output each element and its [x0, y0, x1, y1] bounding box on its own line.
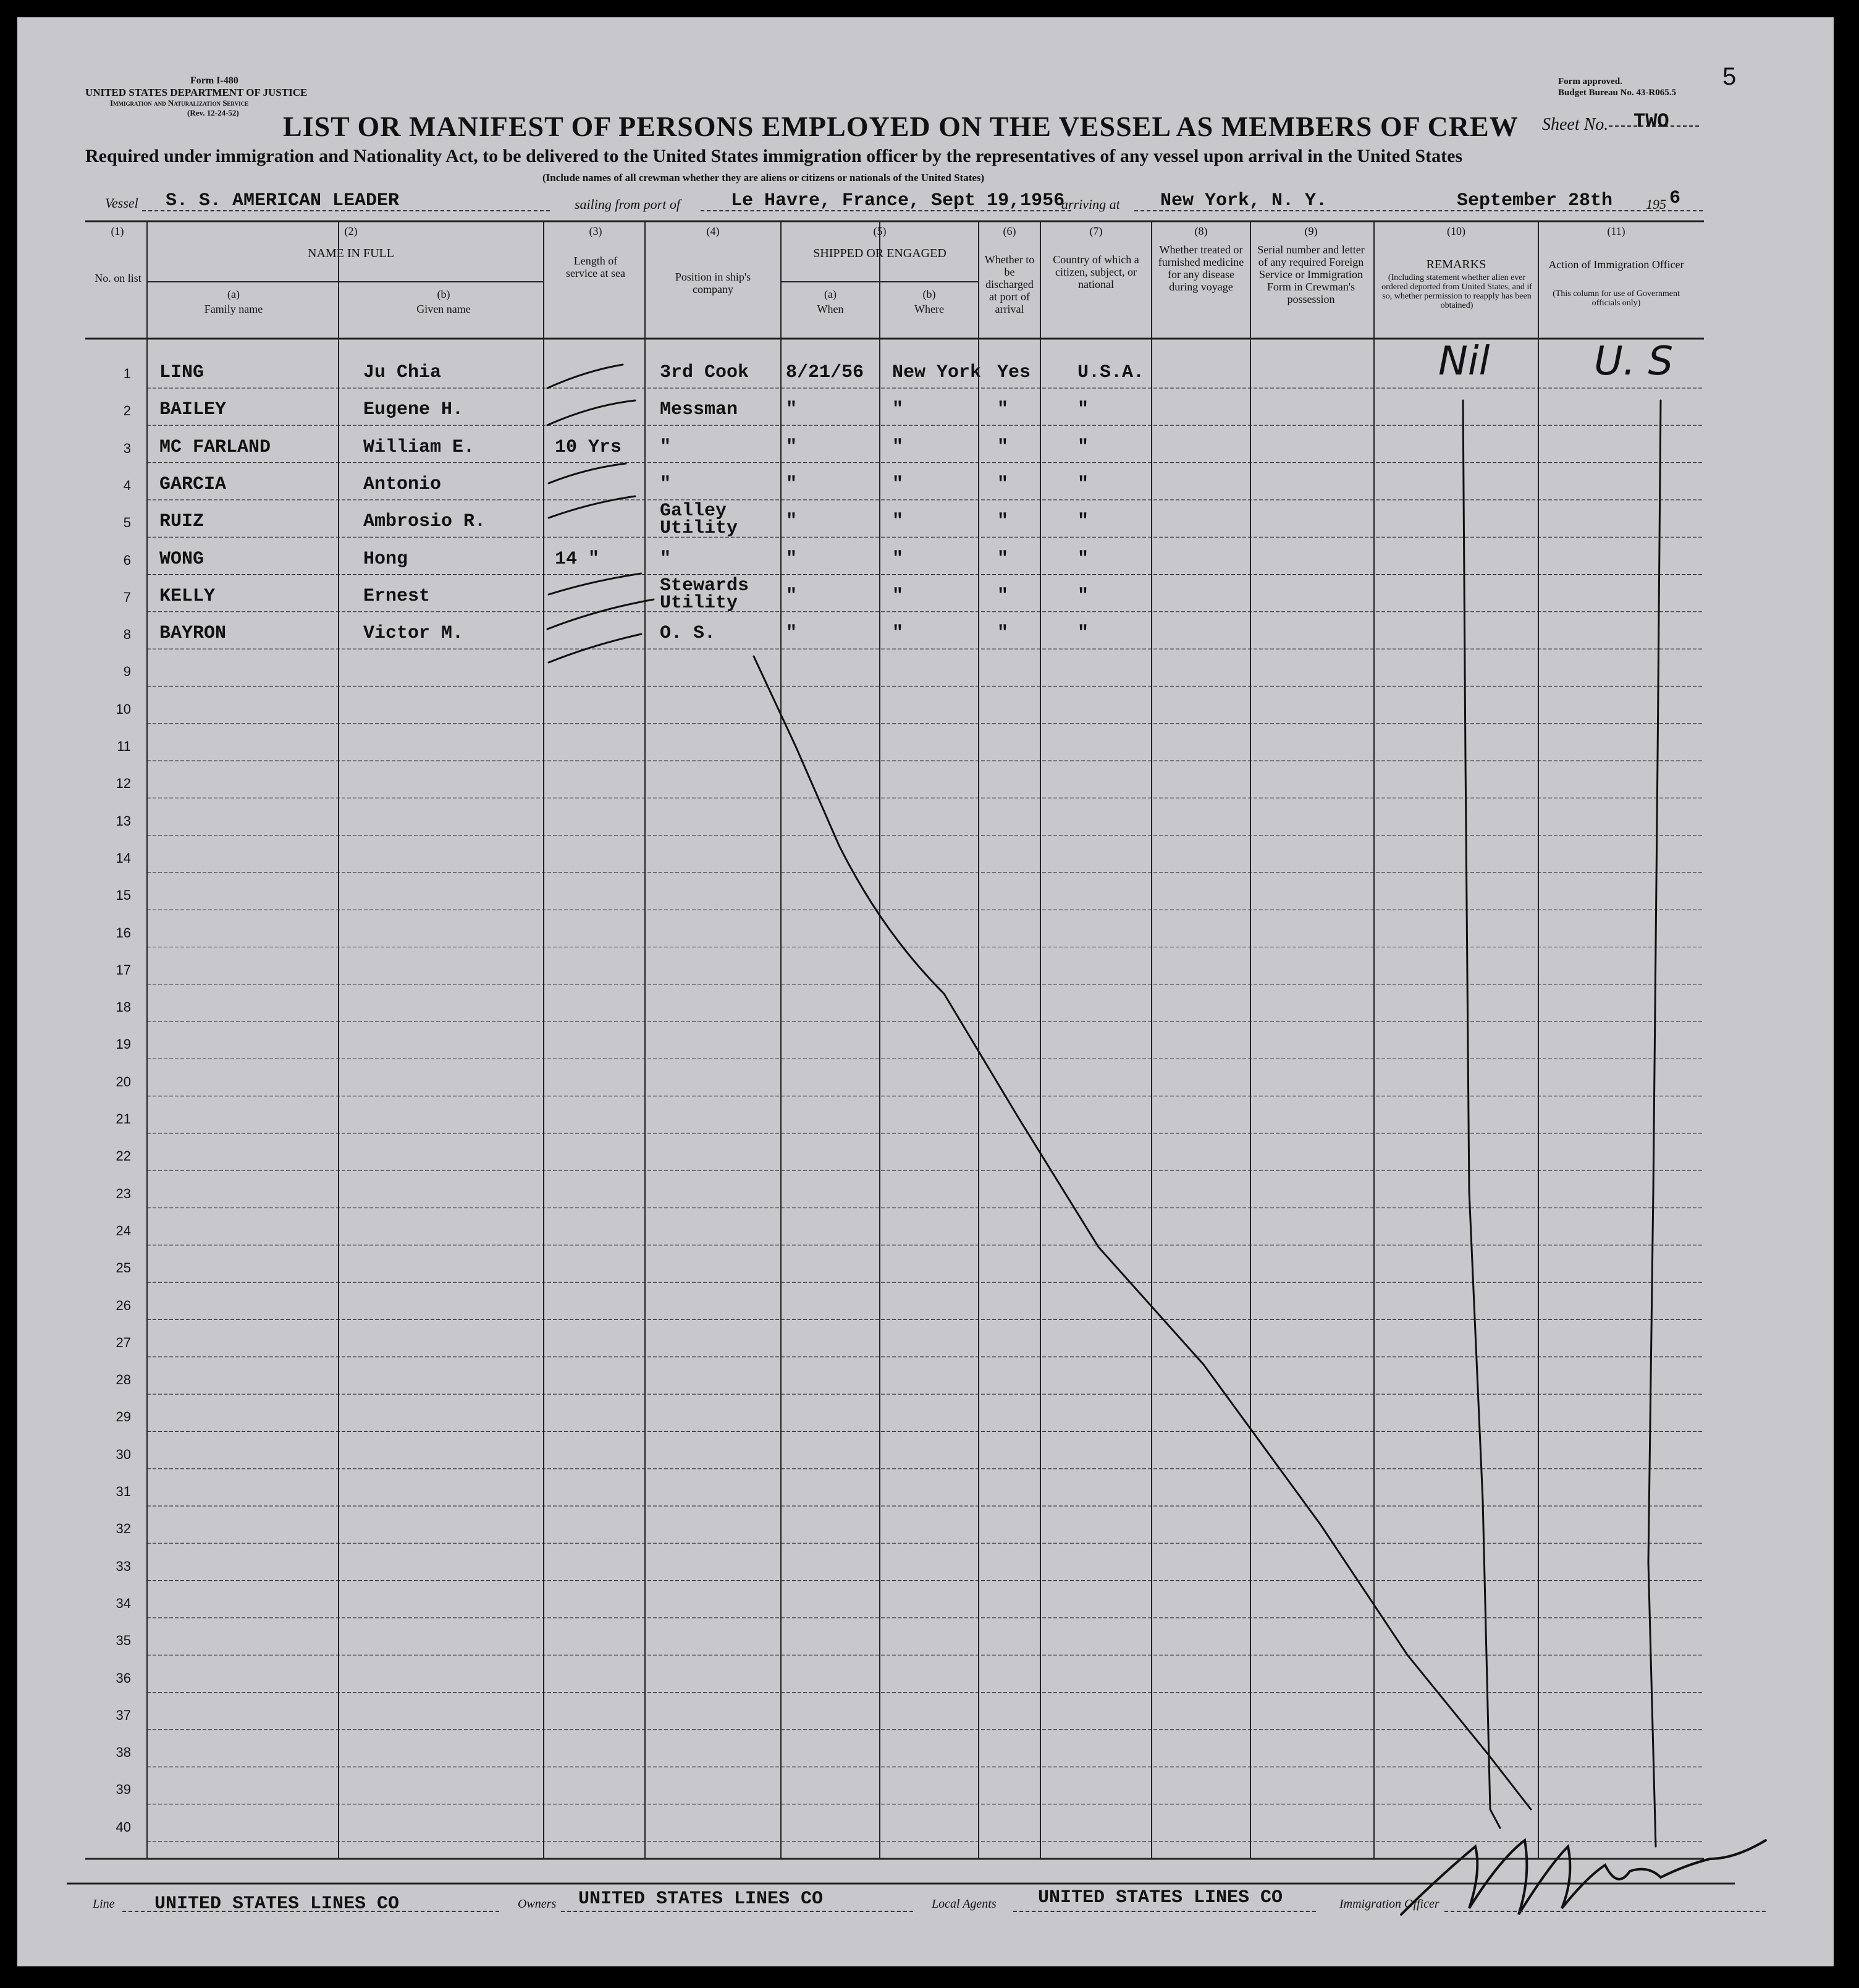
action-handwriting: U. S	[1594, 339, 1674, 384]
sheet-number: TWO	[1633, 110, 1669, 133]
col11-note: (This column for use of Government officials only)	[1553, 289, 1680, 308]
department-name: UNITED STATES DEPARTMENT OF JUSTICE	[85, 87, 308, 98]
given-name-cell: Antonio	[363, 473, 442, 495]
family-name-cell: LING	[159, 362, 204, 383]
sailing-port: Le Havre, France, Sept 19,1956	[731, 190, 1065, 211]
discharge-cell: "	[997, 585, 1009, 607]
position-cell: Stewards Utility	[660, 575, 749, 614]
service-name: Immigration and Naturalization Service	[110, 98, 249, 108]
row-number: 39	[116, 1782, 131, 1798]
form-title: LIST OR MANIFEST OF PERSONS EMPLOYED ON THE VESSEL AS MEMBERS OF CREW	[283, 111, 1519, 142]
year-prefix: 195	[1646, 197, 1666, 212]
service-stroke-7	[549, 634, 641, 662]
vessel-name: S. S. AMERICAN LEADER	[166, 190, 400, 211]
sailing-label: sailing from port of	[575, 197, 680, 212]
family-name-cell: BAILEY	[159, 399, 227, 421]
row-number: 31	[116, 1484, 131, 1499]
row-number: 33	[116, 1558, 131, 1574]
grid-and-ink	[17, 17, 1834, 1966]
col10-note: (Including statement whether alien ever ordered deported from United States, and if so, whether permission to reapply has been obtained)	[1381, 273, 1532, 310]
shipped-where-cell: "	[892, 623, 904, 645]
form-revision: (Rev. 12-24-52)	[187, 108, 239, 117]
col3-number: (3)	[589, 225, 602, 237]
country-cell: "	[1077, 436, 1089, 458]
row-number: 14	[116, 850, 131, 866]
col10-number: (10)	[1447, 225, 1465, 237]
discharge-cell: "	[997, 623, 1009, 645]
position-cell: Messman	[660, 399, 738, 421]
col6-label: Whether to be discharged at port of arrival	[984, 253, 1035, 315]
col2a-label: Family name	[204, 303, 263, 315]
row-number: 26	[116, 1297, 131, 1313]
service-length-cell: 10 Yrs	[555, 436, 622, 458]
line-value: UNITED STATES LINES CO	[154, 1893, 400, 1914]
row-number: 6	[123, 552, 131, 568]
family-name-cell: KELLY	[159, 585, 216, 607]
col5a-letter: (a)	[824, 288, 837, 300]
row-number: 11	[117, 738, 131, 754]
given-name-cell: Ambrosio R.	[363, 511, 486, 533]
service-stroke-4	[549, 496, 635, 518]
shipped-when-cell: "	[786, 623, 798, 645]
shipped-where-cell: New York	[892, 362, 982, 383]
discharge-cell: "	[997, 399, 1009, 421]
country-cell: "	[1077, 623, 1089, 645]
family-name-cell: WONG	[159, 548, 204, 570]
row-number: 35	[116, 1633, 131, 1649]
family-name-cell: MC FARLAND	[159, 436, 271, 458]
action-strike	[1648, 400, 1661, 1846]
row-number: 3	[123, 440, 131, 456]
sheet-label: Sheet No.	[1542, 115, 1609, 134]
given-name-cell: Ernest	[363, 585, 431, 607]
col5a-label: When	[817, 303, 844, 315]
approval-line-2: Budget Bureau No. 43-R065.5	[1558, 88, 1676, 98]
row-number: 10	[116, 701, 131, 717]
row-number: 37	[116, 1707, 131, 1723]
given-name-cell: William E.	[363, 436, 475, 458]
table-grid	[67, 221, 1735, 1884]
col1-label: No. on list	[95, 272, 141, 284]
col4-label: Position in ship's company	[675, 271, 751, 295]
manifest-sheet	[17, 17, 1834, 1966]
col11-number: (11)	[1607, 225, 1625, 237]
col6-number: (6)	[1003, 225, 1016, 237]
remarks-strike	[1463, 400, 1500, 1828]
service-stroke-2	[547, 400, 635, 425]
country-cell: "	[1077, 473, 1089, 495]
line-label: Line	[93, 1897, 115, 1911]
remarks-handwriting: Nil	[1438, 339, 1490, 384]
shipped-when-cell: 8/21/56	[786, 362, 864, 383]
vessel-label: Vessel	[105, 195, 138, 211]
row-number: 40	[116, 1819, 131, 1835]
row-number: 32	[116, 1521, 131, 1537]
arriving-port: New York, N. Y.	[1160, 190, 1328, 211]
row-number: 29	[116, 1409, 131, 1425]
col2b-letter: (b)	[437, 288, 450, 300]
col11-label: Action of Immigration Officer	[1548, 258, 1684, 271]
form-note: (Include names of all crewman whether they are aliens or citizens or nationals of the United States)	[542, 172, 985, 184]
shipped-where-cell: "	[892, 473, 904, 495]
family-name-cell: BAYRON	[159, 623, 227, 645]
owners-value: UNITED STATES LINES CO	[578, 1889, 824, 1910]
shipped-where-cell: "	[892, 511, 904, 533]
row-number: 9	[123, 664, 131, 680]
row-number: 12	[116, 776, 131, 792]
service-stroke-3	[549, 463, 626, 483]
given-name-cell: Ju Chia	[363, 362, 442, 383]
shipped-when-cell: "	[786, 585, 798, 607]
col5-label: SHIPPED OR ENGAGED	[813, 247, 946, 260]
col1-number: (1)	[111, 225, 124, 237]
officer-label: Immigration Officer	[1339, 1897, 1440, 1911]
given-name-cell: Eugene H.	[363, 399, 464, 421]
row-number: 1	[123, 366, 131, 381]
position-cell: O. S.	[660, 623, 716, 645]
discharge-cell: "	[997, 436, 1009, 458]
shipped-where-cell: "	[892, 436, 904, 458]
col8-label: Whether treated or furnished medicine for any disease during voyage	[1158, 243, 1244, 293]
family-name-cell: GARCIA	[159, 473, 227, 495]
row-number: 36	[116, 1670, 131, 1686]
col5b-label: Where	[914, 303, 944, 315]
country-cell: U.S.A.	[1077, 362, 1145, 383]
agents-label: Local Agents	[932, 1897, 997, 1911]
col7-label: Country of which a citizen, subject, or national	[1053, 253, 1139, 290]
col5-number: (5)	[873, 225, 887, 237]
agents-value: UNITED STATES LINES CO	[1038, 1887, 1283, 1908]
row-number: 34	[116, 1595, 131, 1611]
given-name-cell: Victor M.	[363, 623, 464, 645]
country-cell: "	[1077, 585, 1089, 607]
shipped-where-cell: "	[892, 399, 904, 421]
discharge-cell: "	[997, 473, 1009, 495]
col8-number: (8)	[1194, 225, 1208, 237]
row-number: 24	[116, 1222, 131, 1238]
owners-label: Owners	[518, 1897, 557, 1911]
row-number: 19	[116, 1036, 131, 1052]
row-number: 30	[116, 1446, 131, 1462]
col7-number: (7)	[1089, 225, 1103, 237]
position-cell: "	[660, 473, 672, 495]
owners-underline	[561, 1911, 913, 1912]
row-number: 27	[116, 1334, 131, 1350]
signature-scrawl	[1401, 1840, 1766, 1914]
col2a-letter: (a)	[227, 288, 240, 300]
row-number: 8	[123, 627, 131, 643]
col10-label: REMARKS	[1426, 258, 1486, 271]
officer-underline	[1444, 1911, 1766, 1912]
country-cell: "	[1077, 399, 1089, 421]
service-length-cell: 14 "	[555, 548, 600, 570]
arrival-date: September 28th	[1457, 190, 1613, 211]
diagonal-strike	[754, 656, 1531, 1809]
year-suffix: 6	[1669, 188, 1681, 209]
discharge-cell: "	[997, 511, 1009, 533]
col2-label: NAME IN FULL	[308, 247, 394, 260]
given-name-cell: Hong	[363, 548, 408, 570]
shipped-when-cell: "	[786, 436, 798, 458]
row-number: 15	[116, 887, 131, 903]
col3-label: Length of service at sea	[566, 255, 625, 279]
agents-underline	[1013, 1911, 1316, 1912]
row-number: 38	[116, 1745, 131, 1761]
position-cell: 3rd Cook	[660, 362, 749, 383]
position-cell: Galley Utility	[660, 501, 738, 539]
row-number: 18	[116, 999, 131, 1015]
shipped-when-cell: "	[786, 548, 798, 570]
row-number: 23	[116, 1185, 131, 1201]
service-stroke-6	[547, 599, 654, 629]
row-number: 4	[123, 477, 131, 493]
row-number: 20	[116, 1073, 131, 1089]
form-number: Form I-480	[190, 75, 238, 86]
approval-line-1: Form approved.	[1558, 77, 1622, 87]
shipped-when-cell: "	[786, 399, 798, 421]
row-number: 28	[116, 1372, 131, 1388]
form-subtitle: Required under immigration and Nationality Act, to be delivered to the United States immigration officer by the representatives of any vessel upon arrival in the United States	[85, 146, 1463, 166]
row-number: 16	[116, 924, 131, 941]
row-number: 2	[123, 403, 131, 419]
position-cell: "	[660, 436, 672, 458]
service-stroke-5	[549, 573, 641, 594]
family-name-cell: RUIZ	[159, 511, 204, 533]
country-cell: "	[1077, 511, 1089, 533]
row-number: 22	[116, 1148, 131, 1164]
page-number: 5	[1722, 63, 1737, 90]
shipped-where-cell: "	[892, 548, 904, 570]
row-number: 7	[123, 589, 131, 605]
discharge-cell: "	[997, 548, 1009, 570]
col4-number: (4)	[706, 225, 720, 237]
col2-number: (2)	[344, 225, 358, 237]
row-number: 13	[116, 813, 131, 829]
shipped-when-cell: "	[786, 511, 798, 533]
row-number: 17	[116, 962, 131, 978]
col2b-label: Given name	[416, 303, 471, 315]
shipped-where-cell: "	[892, 585, 904, 607]
service-stroke-1	[547, 365, 623, 388]
discharge-cell: Yes	[997, 362, 1031, 383]
country-cell: "	[1077, 548, 1089, 570]
position-cell: "	[660, 548, 672, 570]
shipped-when-cell: "	[786, 473, 798, 495]
col5b-letter: (b)	[922, 288, 936, 300]
col9-number: (9)	[1304, 225, 1318, 237]
row-number: 21	[116, 1111, 131, 1127]
row-number: 5	[123, 515, 131, 531]
col9-label: Serial number and letter of any required Foreign Service or Immigration Form in Crewman's possession	[1257, 243, 1365, 305]
row-number: 25	[116, 1260, 131, 1276]
arriving-label: arriving at	[1061, 197, 1120, 212]
